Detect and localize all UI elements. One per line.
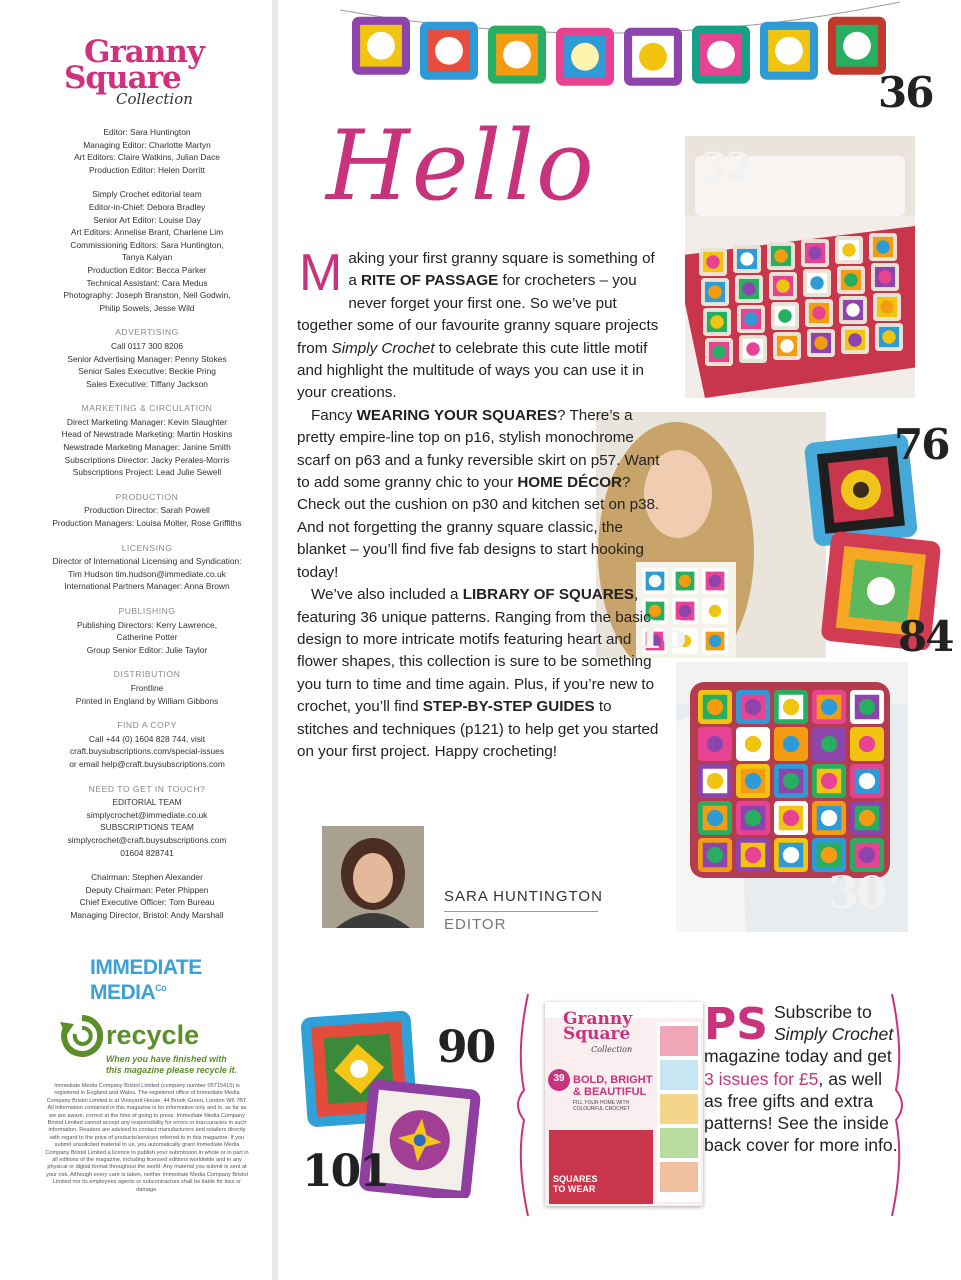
- credit-block: [42, 668, 252, 707]
- credit-line: Director of International Licensing and Syndication:: [52, 556, 242, 567]
- blanket-square: [701, 278, 729, 306]
- cushion-photo: [676, 662, 908, 932]
- blanket-square: [767, 242, 795, 270]
- blanket-square: [835, 236, 863, 264]
- text-run: Simply Crochet: [331, 339, 435, 357]
- blanket-square: [871, 263, 899, 291]
- emphasis-text: STEP-BY-STEP GUIDES: [422, 698, 595, 716]
- credit-heading: NEED TO GET IN TOUCH?: [88, 783, 206, 794]
- sidebar-divider: [272, 0, 278, 1280]
- credit-heading: MARKETING & CIRCULATION: [81, 403, 213, 414]
- cushion-square: [698, 727, 732, 761]
- credit-line: Subscriptions Director: Jacky Perales-Morris: [64, 454, 230, 465]
- credit-heading: PUBLISHING: [118, 606, 176, 616]
- cushion-square: [812, 764, 846, 798]
- credit-heading: ADVERTISING: [115, 327, 179, 338]
- drop-cap: M: [299, 244, 343, 302]
- credit-line: Art Editors: Annelise Brant, Charlene Lim: [70, 227, 224, 238]
- page-number-90: 90: [437, 1022, 495, 1073]
- credit-block: [42, 326, 252, 390]
- credit-line: Newstrade Marketing Manager: Janine Smith: [63, 442, 231, 453]
- text-run: 3 issues for £5: [704, 1068, 819, 1089]
- text-run: , as well as free gifts and extra patterns! See the inside back cover for more info.: [704, 1068, 898, 1156]
- text-run: aking your first granny square is something of a: [348, 250, 655, 290]
- credit-line: Chief Executive Officer: Tom Bureau: [79, 897, 215, 908]
- emphasis-text: WEARING YOUR SQUARES: [356, 406, 558, 424]
- bunting-square: [556, 28, 614, 86]
- credit-line: Senior Sales Executive: Beckie Pring: [78, 366, 216, 377]
- recycle-note-2: this magazine please recycle it.: [106, 1065, 238, 1075]
- editor-role: EDITOR: [444, 916, 507, 933]
- blanket-square: [773, 332, 801, 360]
- cover-headline-1: BOLD, BRIGHT: [573, 1074, 653, 1086]
- bunting-square: [420, 22, 478, 80]
- cover-side-2: TO WEAR: [553, 1184, 596, 1194]
- credit-block: [42, 719, 252, 770]
- logo-line-2: Square: [64, 60, 181, 96]
- credit-line: Senior Advertising Manager: Penny Stokes: [67, 353, 227, 364]
- cushion-square: [850, 838, 884, 872]
- text-run: for crocheters – you never forget your first one. So we’ve put together some of our favourite granny square projects from: [297, 272, 659, 357]
- credit-heading: PRODUCTION: [115, 491, 179, 502]
- cover-title-3: Collection: [591, 1045, 633, 1054]
- text-run: , featuring 36 unique patterns. Ranging from the basic design to more intricate motifs featuring heart and flower shapes, this collection is sure to be something you turn to time and time again. Plus, if you’re new to crochet, you’ll find: [297, 586, 655, 716]
- credit-block: [42, 605, 252, 656]
- cushion-square: [698, 764, 732, 798]
- credit-line: craft.buysubscriptions.com/special-issues: [69, 746, 225, 757]
- blanket-square: [801, 239, 829, 267]
- cushion-square: [850, 801, 884, 835]
- page-number-16: 16: [636, 612, 685, 657]
- recycle-word: recycle: [106, 1020, 200, 1050]
- credit-line: Commissioning Editors: Sara Huntington,: [70, 239, 224, 250]
- credit-block: [42, 126, 252, 176]
- credit-heading: LICENSING: [121, 542, 173, 553]
- blanket-square: [699, 248, 727, 276]
- cover-subline: FILL YOUR HOME WITH COLOURFUL CROCHET: [573, 1100, 630, 1112]
- editor-portrait-illustration: [322, 826, 424, 928]
- cushion-square: [774, 838, 808, 872]
- top-square: [702, 598, 728, 624]
- blanket-square: [875, 323, 903, 351]
- credit-line: simplycrochet@craft.buysubscriptions.com: [67, 834, 227, 845]
- credit-block: [42, 783, 252, 860]
- cushion-square: [736, 690, 770, 724]
- credit-line: Production Editor: Becca Parker: [87, 264, 207, 275]
- cushion-square: [698, 838, 732, 872]
- ps-subscribe-text: [704, 1001, 900, 1156]
- credit-line: Catherine Potter: [116, 632, 178, 643]
- editor-name: SARA HUNTINGTON: [444, 888, 603, 905]
- cushion-square: [774, 764, 808, 798]
- blanket-square: [803, 269, 831, 297]
- credit-line: simplycrochet@immediate.co.uk: [86, 809, 208, 820]
- page-number-76: 76: [894, 420, 949, 469]
- credit-line: Chairman: Stephen Alexander: [91, 872, 203, 883]
- blanket-photo: [685, 136, 915, 398]
- recycle-icon: [60, 1014, 104, 1058]
- credit-line: Subscriptions Project: Lead Julie Sewell: [72, 467, 222, 478]
- intro-paragraph-3: [297, 584, 663, 763]
- credit-line: SUBSCRIPTIONS TEAM: [100, 822, 194, 833]
- cushion-square: [774, 801, 808, 835]
- magazine-logo: [58, 34, 238, 114]
- credit-line: Publishing Directors: Kerry Lawrence,: [76, 619, 218, 630]
- cushion-square: [698, 690, 732, 724]
- credit-line: Printed in England by William Gibbons: [75, 695, 219, 706]
- credit-block: [42, 491, 252, 530]
- cushion-square: [736, 727, 770, 761]
- page-number-32: 32: [701, 144, 750, 189]
- cover-number: 39: [553, 1073, 565, 1084]
- blanket-square: [739, 335, 767, 363]
- bunting-square: [488, 26, 546, 84]
- blanket-square: [771, 302, 799, 330]
- cushion-square: [850, 690, 884, 724]
- masthead-sidebar: [0, 0, 272, 1280]
- editor-photo: [322, 826, 424, 928]
- text-run: magazine today and get: [704, 1046, 892, 1067]
- immediate-co: Co: [155, 983, 167, 993]
- signature-rule: [444, 911, 598, 912]
- credit-line: Managing Director, Bristol: Andy Marshall: [70, 909, 224, 920]
- credit-line: Editor-in-Chief: Debora Bradley: [88, 201, 206, 212]
- magazine-cover-thumbnail[interactable]: [545, 1002, 703, 1206]
- credit-block: [42, 871, 252, 921]
- top-square: [702, 628, 728, 654]
- credit-line: Philip Sowels, Jesse Wild: [99, 302, 195, 313]
- blanket-square: [737, 305, 765, 333]
- blanket-square: [873, 293, 901, 321]
- logo-line-3: Collection: [116, 90, 193, 108]
- emphasis-text: HOME DÉCOR: [517, 474, 622, 492]
- page-number-36: 36: [878, 68, 933, 117]
- cushion-square: [736, 764, 770, 798]
- top-square: [702, 568, 728, 594]
- text-run: ? There’s a pretty empire-line top on p16, stylish monochrome scarf on p63 and a funky reversible skirt on p57. Want to add some granny chic to your: [297, 406, 660, 492]
- emphasis-text: RITE OF PASSAGE: [361, 272, 499, 290]
- cushion-square: [812, 727, 846, 761]
- emphasis-text: LIBRARY OF SQUARES: [462, 586, 634, 604]
- cushion-square: [812, 801, 846, 835]
- recycle-logo: [60, 1014, 260, 1076]
- intro-paragraph-2: [297, 405, 663, 584]
- credit-line: Simply Crochet editorial team: [92, 189, 202, 200]
- credit-line: or email help@craft.buysubscriptions.com: [69, 758, 225, 769]
- credit-line: Call 0117 300 8206: [110, 340, 184, 351]
- credit-line: Editor: Sara Huntington: [103, 127, 191, 137]
- text-run: ? Check out the cushion on p30 and kitchen set on p38. And not forgetting the granny square classic, the blanket – you’ll find five fab designs to start hooking today!: [297, 474, 660, 581]
- intro-paragraph-1: [297, 244, 659, 402]
- credit-line: Deputy Chairman: Peter Phippen: [85, 884, 209, 895]
- cushion-square: [850, 764, 884, 798]
- credit-line: Production Director: Sarah Powell: [84, 505, 210, 516]
- granny-square-bunting: [340, 0, 900, 110]
- blanket-square: [807, 329, 835, 357]
- text-run: Simply Crochet: [773, 1024, 894, 1045]
- intro-body: [297, 244, 663, 763]
- cushion-square: [850, 727, 884, 761]
- immediate-line-2: MEDIA: [90, 981, 156, 1004]
- blanket-square: [869, 233, 897, 261]
- credit-line: Senior Art Editor: Louise Day: [93, 214, 201, 225]
- cushion-square: [736, 838, 770, 872]
- credit-line: Production Editor: Helen Dorritt: [89, 164, 205, 175]
- blanket-square: [837, 266, 865, 294]
- page-number-84: 84: [898, 612, 953, 661]
- bunting-square: [692, 26, 750, 84]
- bunting-square: [624, 28, 682, 86]
- logo-line-1: Granny: [84, 34, 204, 70]
- blanket-square: [841, 326, 869, 354]
- cushion-square: [736, 801, 770, 835]
- credit-heading: FIND A COPY: [117, 720, 177, 731]
- credit-line: Production Managers: Louisa Molter, Rose Griffiths: [52, 518, 242, 529]
- ps-mark: PS: [704, 999, 768, 1050]
- credit-line: Direct Marketing Manager: Kevin Slaughter: [66, 416, 228, 427]
- page-number-101: 101: [302, 1146, 388, 1197]
- cushion-square: [774, 727, 808, 761]
- credit-line: Head of Newstrade Marketing: Martin Hoskins: [61, 429, 233, 440]
- credit-line: International Partners Manager: Anna Brown: [64, 581, 230, 592]
- text-run: Fancy: [311, 406, 357, 424]
- immediate-media-logo: [90, 958, 202, 1003]
- bunting-square: [352, 17, 410, 75]
- cover-title-1: Granny: [563, 1009, 633, 1029]
- credit-line: Call +44 (0) 1604 828 744, visit: [88, 733, 206, 744]
- cushion-square: [774, 690, 808, 724]
- blanket-square: [703, 308, 731, 336]
- text-run: to stitches and techniques (p121) to help get you started on your first project. Happy crocheting!: [297, 698, 659, 760]
- top-square: [672, 568, 698, 594]
- credit-block: [42, 542, 252, 593]
- credit-block: [42, 402, 252, 479]
- blanket-square: [839, 296, 867, 324]
- cover-title-2: Square: [563, 1024, 631, 1044]
- credit-heading: DISTRIBUTION: [113, 669, 181, 680]
- page-number-30: 30: [828, 868, 886, 919]
- credit-line: Sales Executive: Tiffany Jackson: [86, 378, 208, 389]
- blanket-square: [705, 338, 733, 366]
- text-run: to celebrate this cute little motif and highlight the multitude of ways you can use it in your creations.: [297, 339, 648, 402]
- legal-notice: Immediate Media Company Bristol Limited (company number 05715415) is registered in England and Wales. The registered office of Immediate Media Company Bristol Limited is at Vineyard House, 44 Brook Green, London W6 7BT. All information contained in this magazine is for information only and is, as far as we are aware, correct at the time of going to press. Immediate Media Company Bristol Limited cannot accept any responsibility for errors or inaccuracies in such information. Readers are advised to contact manufacturers and retailers directly with regard to the price of products/services referred to in this magazine. If you submit unsolicited material to us, you automatically grant Immediate Media Company Bristol Limited a licence to publish your submission in whole or in part in all editions of the magazine, including licensed editions worldwide and in any physical or digital format throughout the world. Any material you submit is sent at your risk. Although every care is taken, neither Immediate Media Company Bristol Limited nor its employees agents or subcontractors shall be liable for loss or damage.: [45, 1083, 249, 1193]
- text-run: Subscribe to: [773, 1002, 872, 1022]
- blanket-square: [735, 275, 763, 303]
- blanket-square: [733, 245, 761, 273]
- credit-line: 01604 828741: [120, 847, 174, 858]
- blanket-square: [769, 272, 797, 300]
- credit-line: Tanya Kalyan: [121, 252, 173, 263]
- credit-line: Tim Hudson tim.hudson@immediate.co.uk: [68, 568, 226, 579]
- credit-line: Technical Assistant: Cara Medus: [86, 277, 208, 288]
- credit-line: Art Editors: Claire Watkins, Julian Dace: [74, 152, 220, 163]
- cushion-square: [812, 690, 846, 724]
- recycle-note-1: When you have finished with: [106, 1054, 227, 1064]
- hello-heading: Hello: [326, 110, 596, 222]
- immediate-line-1: IMMEDIATE: [90, 956, 202, 979]
- text-run: We’ve also included a: [311, 586, 463, 604]
- staff-credits: [42, 126, 252, 933]
- blanket-square: [805, 299, 833, 327]
- cushion-square: [698, 801, 732, 835]
- credit-line: EDITORIAL TEAM: [112, 797, 182, 808]
- cover-headline-2: & BEAUTIFUL: [573, 1086, 647, 1098]
- credit-block: [42, 188, 252, 314]
- cushion-square: [812, 838, 846, 872]
- credit-line: Frontline: [130, 682, 164, 693]
- credit-line: Photography: Joseph Branston, Neil Godwin,: [63, 290, 231, 301]
- credit-line: Group Senior Editor: Julie Taylor: [86, 644, 208, 655]
- bunting-square: [828, 17, 886, 75]
- cover-side-1: SQUARES: [553, 1174, 598, 1184]
- bunting-square: [760, 22, 818, 80]
- credit-line: Managing Editor: Charlotte Martyn: [83, 139, 211, 150]
